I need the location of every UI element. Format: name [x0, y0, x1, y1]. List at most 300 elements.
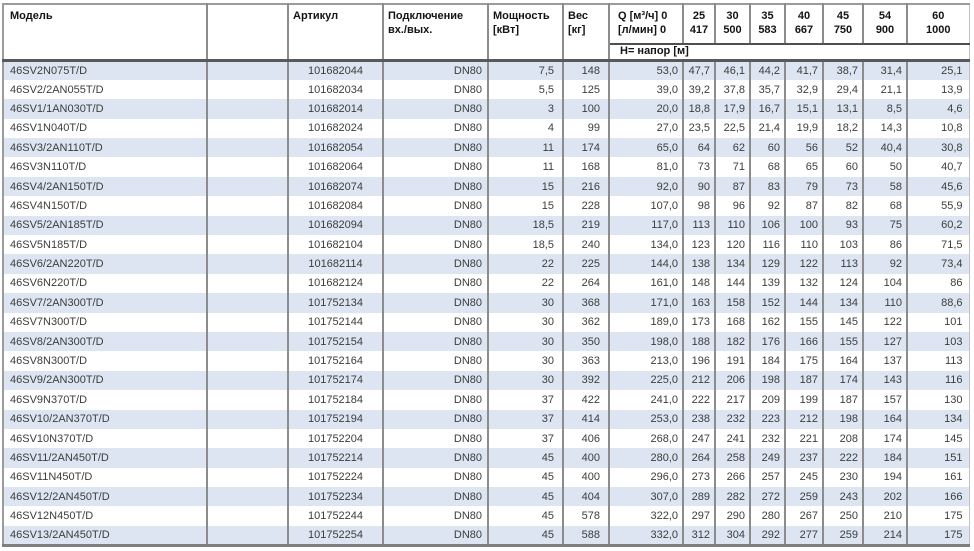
- table-row: [3, 487, 969, 506]
- connection-cell: DN80: [383, 138, 488, 157]
- head-q45-cell: 198: [823, 410, 863, 429]
- empty-cell: [207, 526, 288, 545]
- model-cell: 46SV12/2AN450T/D: [3, 487, 207, 506]
- article-cell: 101682114: [288, 254, 383, 273]
- head-q60-cell: 145: [907, 429, 969, 448]
- connection-cell: DN80: [383, 448, 488, 467]
- head-q0-cell: 144,0: [609, 254, 683, 273]
- flow-lmin-value: 667: [794, 24, 814, 36]
- head-q60-cell: 101: [907, 313, 969, 332]
- head-q35-cell: 232: [750, 429, 785, 448]
- weight-cell: 168: [563, 157, 609, 176]
- head-meters-label: H= напор [м]: [609, 44, 969, 61]
- article-cell: 101752184: [288, 390, 383, 409]
- head-q45-cell: 60: [823, 157, 863, 176]
- head-q40-cell: 144: [785, 293, 823, 312]
- head-q25-cell: 289: [683, 487, 715, 506]
- head-q25-cell: 23,5: [683, 119, 715, 138]
- weight-cell: 368: [563, 293, 609, 312]
- flow-column-header-60: [907, 4, 969, 44]
- connection-cell: DN80: [383, 254, 488, 273]
- flow-m3h-value: 54: [878, 10, 892, 22]
- head-q45-cell: 222: [823, 448, 863, 467]
- head-q60-cell: 40,7: [907, 157, 969, 176]
- head-q25-cell: 39,2: [683, 80, 715, 99]
- head-q54-cell: 92: [863, 254, 907, 273]
- empty-cell: [207, 119, 288, 138]
- flow-lmin-value: 1000: [926, 24, 951, 36]
- model-cell: 46SV10N370T/D: [3, 429, 207, 448]
- head-q35-cell: 92: [750, 196, 785, 215]
- head-q54-cell: 58: [863, 177, 907, 196]
- head-q30-cell: 158: [715, 293, 750, 312]
- head-q0-cell: 171,0: [609, 293, 683, 312]
- table-row: [3, 448, 969, 467]
- head-q40-cell: 245: [785, 468, 823, 487]
- head-q45-cell: 38,7: [823, 61, 863, 80]
- weight-cell: 363: [563, 351, 609, 370]
- head-q60-cell: 60,2: [907, 216, 969, 235]
- head-q25-cell: 138: [683, 254, 715, 273]
- head-q0-cell: 134,0: [609, 235, 683, 254]
- head-q35-cell: 198: [750, 371, 785, 390]
- head-q54-cell: 104: [863, 274, 907, 293]
- head-q25-cell: 90: [683, 177, 715, 196]
- article-cell: 101752224: [288, 468, 383, 487]
- article-cell: 101752204: [288, 429, 383, 448]
- head-q30-cell: 22,5: [715, 119, 750, 138]
- head-q0-cell: 53,0: [609, 61, 683, 80]
- head-q25-cell: 273: [683, 468, 715, 487]
- flow-lmin-value: 750: [833, 24, 853, 36]
- article-cell: 101682064: [288, 157, 383, 176]
- model-cell: 46SV9N370T/D: [3, 390, 207, 409]
- head-q35-cell: 129: [750, 254, 785, 273]
- head-q54-cell: 21,1: [863, 80, 907, 99]
- head-q40-cell: 277: [785, 526, 823, 545]
- weight-cell: 125: [563, 80, 609, 99]
- head-q40-cell: 65: [785, 157, 823, 176]
- article-cell: 101752154: [288, 332, 383, 351]
- head-q0-cell: 198,0: [609, 332, 683, 351]
- weight-header-line2: [кг]: [568, 24, 586, 36]
- article-cell: 101682104: [288, 235, 383, 254]
- head-q54-cell: 50: [863, 157, 907, 176]
- head-q35-cell: 116: [750, 235, 785, 254]
- head-q54-cell: 40,4: [863, 138, 907, 157]
- flow-column-header-30: [715, 4, 750, 44]
- head-q60-cell: 30,8: [907, 138, 969, 157]
- model-cell: 46SV9/2AN300T/D: [3, 371, 207, 390]
- power-header-line1: Мощность: [493, 10, 550, 22]
- model-cell: 46SV12N450T/D: [3, 506, 207, 525]
- model-cell: 46SV1/1AN030T/D: [3, 99, 207, 118]
- flow-lmin-zero-label: [л/мин] 0: [618, 24, 667, 36]
- head-q30-cell: 206: [715, 371, 750, 390]
- model-cell: 46SV8N300T/D: [3, 351, 207, 370]
- power-cell: 45: [488, 506, 563, 525]
- connection-header-line1: Подключение: [388, 10, 464, 22]
- connection-cell: DN80: [383, 196, 488, 215]
- head-q40-cell: 19,9: [785, 119, 823, 138]
- weight-cell: 100: [563, 99, 609, 118]
- head-q25-cell: 64: [683, 138, 715, 157]
- power-cell: 4: [488, 119, 563, 138]
- model-cell: 46SV3N110T/D: [3, 157, 207, 176]
- connection-column-header: [383, 4, 488, 61]
- head-q60-cell: 103: [907, 332, 969, 351]
- head-q35-cell: 35,7: [750, 80, 785, 99]
- empty-cell: [207, 448, 288, 467]
- head-q0-cell: 161,0: [609, 274, 683, 293]
- head-q54-cell: 164: [863, 410, 907, 429]
- model-cell: 46SV7/2AN300T/D: [3, 293, 207, 312]
- head-q54-cell: 31,4: [863, 61, 907, 80]
- weight-cell: 392: [563, 371, 609, 390]
- power-cell: 45: [488, 526, 563, 545]
- weight-cell: 588: [563, 526, 609, 545]
- power-cell: 22: [488, 254, 563, 273]
- head-q45-cell: 259: [823, 526, 863, 545]
- power-cell: 18,5: [488, 216, 563, 235]
- table-header: [3, 4, 969, 61]
- head-q30-cell: 17,9: [715, 99, 750, 118]
- head-q35-cell: 60: [750, 138, 785, 157]
- head-q54-cell: 110: [863, 293, 907, 312]
- head-q54-cell: 174: [863, 429, 907, 448]
- head-q0-cell: 241,0: [609, 390, 683, 409]
- head-q40-cell: 132: [785, 274, 823, 293]
- weight-cell: 148: [563, 61, 609, 80]
- flow-m3h-value: 40: [797, 10, 811, 22]
- weight-cell: 362: [563, 313, 609, 332]
- head-q30-cell: 282: [715, 487, 750, 506]
- weight-cell: 228: [563, 196, 609, 215]
- head-q30-cell: 304: [715, 526, 750, 545]
- power-column-header: [488, 4, 563, 61]
- article-cell: 101682074: [288, 177, 383, 196]
- weight-cell: 99: [563, 119, 609, 138]
- table-row: [3, 429, 969, 448]
- model-cell: 46SV13/2AN450T/D: [3, 526, 207, 545]
- flow-column-header-40: [785, 4, 823, 44]
- model-cell: 46SV3/2AN110T/D: [3, 138, 207, 157]
- head-q30-cell: 71: [715, 157, 750, 176]
- weight-cell: 174: [563, 138, 609, 157]
- head-q40-cell: 56: [785, 138, 823, 157]
- head-q60-cell: 88,6: [907, 293, 969, 312]
- head-q35-cell: 249: [750, 448, 785, 467]
- connection-cell: DN80: [383, 371, 488, 390]
- table-row: [3, 293, 969, 312]
- datasheet-page: [2, 3, 970, 547]
- empty-cell: [207, 177, 288, 196]
- head-q40-cell: 41,7: [785, 61, 823, 80]
- head-q35-cell: 139: [750, 274, 785, 293]
- head-q0-cell: 65,0: [609, 138, 683, 157]
- head-q40-cell: 259: [785, 487, 823, 506]
- head-q40-cell: 32,9: [785, 80, 823, 99]
- table-row: [3, 119, 969, 138]
- head-q0-cell: 107,0: [609, 196, 683, 215]
- power-cell: 30: [488, 351, 563, 370]
- head-q0-cell: 296,0: [609, 468, 683, 487]
- weight-cell: 400: [563, 468, 609, 487]
- head-q25-cell: 222: [683, 390, 715, 409]
- head-q40-cell: 267: [785, 506, 823, 525]
- connection-cell: DN80: [383, 80, 488, 99]
- head-q30-cell: 134: [715, 254, 750, 273]
- head-q54-cell: 194: [863, 468, 907, 487]
- head-q45-cell: 113: [823, 254, 863, 273]
- article-cell: 101682024: [288, 119, 383, 138]
- connection-cell: DN80: [383, 61, 488, 80]
- weight-cell: 400: [563, 448, 609, 467]
- empty-cell: [207, 216, 288, 235]
- head-q35-cell: 21,4: [750, 119, 785, 138]
- head-q45-cell: 174: [823, 371, 863, 390]
- article-column-header: Артикул: [288, 4, 383, 61]
- head-q30-cell: 110: [715, 216, 750, 235]
- head-q40-cell: 187: [785, 371, 823, 390]
- article-cell: 101752244: [288, 506, 383, 525]
- connection-cell: DN80: [383, 216, 488, 235]
- head-q60-cell: 10,8: [907, 119, 969, 138]
- table-row: [3, 410, 969, 429]
- weight-cell: 406: [563, 429, 609, 448]
- head-q0-cell: 322,0: [609, 506, 683, 525]
- flow-column-header-25: [683, 4, 715, 44]
- head-q0-cell: 225,0: [609, 371, 683, 390]
- head-q45-cell: 13,1: [823, 99, 863, 118]
- head-q54-cell: 143: [863, 371, 907, 390]
- head-q60-cell: 45,6: [907, 177, 969, 196]
- head-q30-cell: 290: [715, 506, 750, 525]
- head-q25-cell: 196: [683, 351, 715, 370]
- head-q54-cell: 8,5: [863, 99, 907, 118]
- table-row: [3, 254, 969, 273]
- head-q40-cell: 15,1: [785, 99, 823, 118]
- head-q45-cell: 145: [823, 313, 863, 332]
- weight-cell: 350: [563, 332, 609, 351]
- head-q40-cell: 212: [785, 410, 823, 429]
- model-cell: 46SV7N300T/D: [3, 313, 207, 332]
- head-q45-cell: 230: [823, 468, 863, 487]
- head-q40-cell: 100: [785, 216, 823, 235]
- head-q25-cell: 163: [683, 293, 715, 312]
- flow-m3h-value: 45: [836, 10, 850, 22]
- empty-cell: [207, 410, 288, 429]
- head-q54-cell: 210: [863, 506, 907, 525]
- article-cell: 101682044: [288, 61, 383, 80]
- power-cell: 45: [488, 448, 563, 467]
- head-q40-cell: 166: [785, 332, 823, 351]
- power-cell: 11: [488, 157, 563, 176]
- head-q45-cell: 82: [823, 196, 863, 215]
- head-q35-cell: 176: [750, 332, 785, 351]
- connection-cell: DN80: [383, 293, 488, 312]
- empty-cell: [207, 61, 288, 80]
- head-q60-cell: 116: [907, 371, 969, 390]
- head-q45-cell: 73: [823, 177, 863, 196]
- article-cell: 101752254: [288, 526, 383, 545]
- table-row: [3, 468, 969, 487]
- head-q30-cell: 217: [715, 390, 750, 409]
- head-q25-cell: 47,7: [683, 61, 715, 80]
- head-q54-cell: 68: [863, 196, 907, 215]
- model-cell: 46SV5N185T/D: [3, 235, 207, 254]
- head-q25-cell: 73: [683, 157, 715, 176]
- power-cell: 45: [488, 468, 563, 487]
- connection-cell: DN80: [383, 351, 488, 370]
- head-q54-cell: 14,3: [863, 119, 907, 138]
- weight-cell: 225: [563, 254, 609, 273]
- head-q0-cell: 332,0: [609, 526, 683, 545]
- power-cell: 45: [488, 487, 563, 506]
- model-cell: 46SV11N450T/D: [3, 468, 207, 487]
- head-q25-cell: 312: [683, 526, 715, 545]
- model-cell: 46SV2/2AN055T/D: [3, 80, 207, 99]
- connection-cell: DN80: [383, 235, 488, 254]
- article-cell: 101682084: [288, 196, 383, 215]
- head-q30-cell: 258: [715, 448, 750, 467]
- connection-cell: DN80: [383, 526, 488, 545]
- head-q30-cell: 96: [715, 196, 750, 215]
- head-q60-cell: 175: [907, 506, 969, 525]
- model-cell: 46SV8/2AN300T/D: [3, 332, 207, 351]
- flow-m3h-zero-label: Q [м³/ч] 0: [618, 10, 668, 22]
- head-q0-cell: 253,0: [609, 410, 683, 429]
- connection-cell: DN80: [383, 157, 488, 176]
- head-q60-cell: 151: [907, 448, 969, 467]
- head-q60-cell: 134: [907, 410, 969, 429]
- empty-cell: [207, 80, 288, 99]
- head-q30-cell: 120: [715, 235, 750, 254]
- head-q25-cell: 98: [683, 196, 715, 215]
- head-q60-cell: 13,9: [907, 80, 969, 99]
- head-q30-cell: 266: [715, 468, 750, 487]
- weight-header-line1: Вес: [568, 10, 589, 22]
- model-cell: 46SV11/2AN450T/D: [3, 448, 207, 467]
- flow-lmin-value: 900: [875, 24, 895, 36]
- connection-cell: DN80: [383, 274, 488, 293]
- model-cell: 46SV5/2AN185T/D: [3, 216, 207, 235]
- power-cell: 37: [488, 429, 563, 448]
- head-q60-cell: 161: [907, 468, 969, 487]
- head-q0-cell: 280,0: [609, 448, 683, 467]
- empty-cell: [207, 429, 288, 448]
- empty-cell: [207, 196, 288, 215]
- head-q25-cell: 148: [683, 274, 715, 293]
- table-row: [3, 351, 969, 370]
- article-cell: 101752164: [288, 351, 383, 370]
- empty-cell: [207, 487, 288, 506]
- connection-cell: DN80: [383, 468, 488, 487]
- flow-m3h-value: 25: [692, 10, 706, 22]
- head-q54-cell: 127: [863, 332, 907, 351]
- head-q25-cell: 212: [683, 371, 715, 390]
- head-q0-cell: 81,0: [609, 157, 683, 176]
- empty-cell: [207, 235, 288, 254]
- power-header-line2: [кВт]: [493, 24, 520, 36]
- flow-zero-column-header: [609, 4, 683, 44]
- head-q45-cell: 93: [823, 216, 863, 235]
- head-q45-cell: 243: [823, 487, 863, 506]
- head-q35-cell: 44,2: [750, 61, 785, 80]
- empty-cell: [207, 332, 288, 351]
- head-q35-cell: 152: [750, 293, 785, 312]
- head-q25-cell: 123: [683, 235, 715, 254]
- head-q40-cell: 175: [785, 351, 823, 370]
- head-q35-cell: 223: [750, 410, 785, 429]
- head-q45-cell: 250: [823, 506, 863, 525]
- weight-cell: 216: [563, 177, 609, 196]
- table-row: [3, 390, 969, 409]
- power-cell: 22: [488, 274, 563, 293]
- table-row: [3, 61, 969, 80]
- connection-header-line2: вх./вых.: [388, 24, 433, 36]
- table-row: [3, 332, 969, 351]
- head-q25-cell: 173: [683, 313, 715, 332]
- head-q45-cell: 155: [823, 332, 863, 351]
- table-row: [3, 274, 969, 293]
- connection-cell: DN80: [383, 177, 488, 196]
- weight-cell: 219: [563, 216, 609, 235]
- head-q30-cell: 232: [715, 410, 750, 429]
- head-q0-cell: 268,0: [609, 429, 683, 448]
- article-cell: 101752174: [288, 371, 383, 390]
- power-cell: 30: [488, 293, 563, 312]
- head-q54-cell: 184: [863, 448, 907, 467]
- article-cell: 101752194: [288, 410, 383, 429]
- empty-cell: [207, 506, 288, 525]
- head-q60-cell: 86: [907, 274, 969, 293]
- article-cell: 101682054: [288, 138, 383, 157]
- flow-lmin-value: 417: [689, 24, 709, 36]
- power-cell: 3: [488, 99, 563, 118]
- table-row: [3, 216, 969, 235]
- head-q30-cell: 62: [715, 138, 750, 157]
- head-q60-cell: 166: [907, 487, 969, 506]
- head-q0-cell: 117,0: [609, 216, 683, 235]
- empty-cell: [207, 390, 288, 409]
- head-q60-cell: 71,5: [907, 235, 969, 254]
- power-cell: 5,5: [488, 80, 563, 99]
- empty-cell: [207, 254, 288, 273]
- table-row: [3, 138, 969, 157]
- head-q30-cell: 168: [715, 313, 750, 332]
- weight-cell: 240: [563, 235, 609, 254]
- head-q35-cell: 68: [750, 157, 785, 176]
- head-q60-cell: 25,1: [907, 61, 969, 80]
- head-q25-cell: 113: [683, 216, 715, 235]
- power-cell: 30: [488, 313, 563, 332]
- head-q40-cell: 79: [785, 177, 823, 196]
- head-q0-cell: 189,0: [609, 313, 683, 332]
- model-cell: 46SV6/2AN220T/D: [3, 254, 207, 273]
- head-q35-cell: 292: [750, 526, 785, 545]
- head-q54-cell: 157: [863, 390, 907, 409]
- head-q30-cell: 87: [715, 177, 750, 196]
- head-q35-cell: 162: [750, 313, 785, 332]
- article-cell: 101752214: [288, 448, 383, 467]
- connection-cell: DN80: [383, 487, 488, 506]
- head-q0-cell: 20,0: [609, 99, 683, 118]
- head-q40-cell: 221: [785, 429, 823, 448]
- head-q25-cell: 247: [683, 429, 715, 448]
- table-row: [3, 196, 969, 215]
- head-q60-cell: 4,6: [907, 99, 969, 118]
